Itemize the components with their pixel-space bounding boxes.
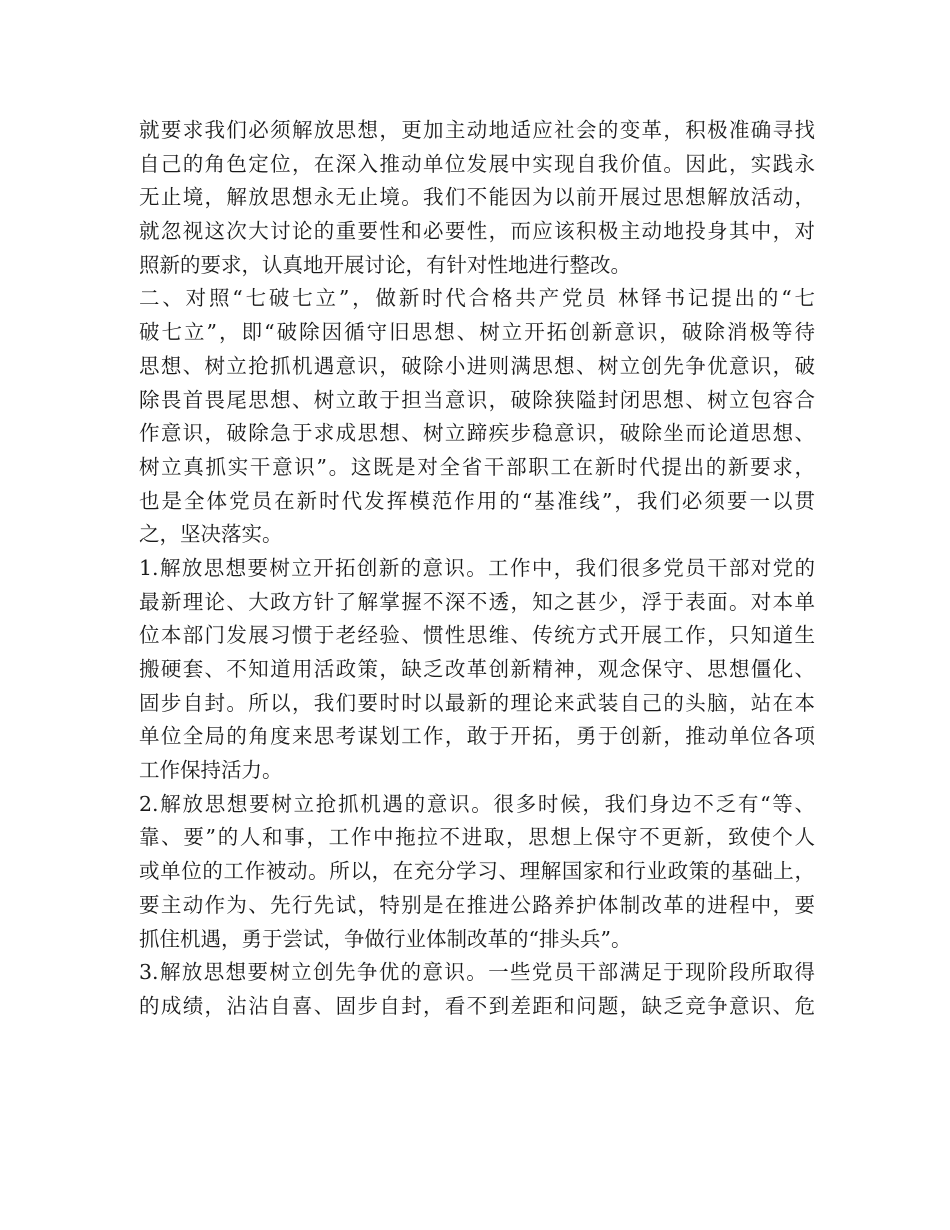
text-line: 就忽视这次大讨论的重要性和必要性，而应该积极主动地投身其中，对 — [139, 219, 815, 244]
text-line: 要主动作为、先行先试，特别是在推进公路养护体制改革的进程中，要 — [139, 892, 815, 917]
text-line: 的成绩，沾沾自喜、固步自封，看不到差距和问题，缺乏竞争意识、危 — [139, 993, 815, 1018]
text-line: 或单位的工作被动。所以，在充分学习、理解国家和行业政策的基础上， — [139, 859, 815, 884]
text-line: 位本部门发展习惯于老经验、惯性思维、传统方式开展工作，只知道生 — [139, 623, 815, 648]
text-line: 作意识，破除急于求成思想、树立蹄疾步稳意识，破除坐而论道思想、 — [139, 421, 815, 446]
text-line: 思想、树立抢抓机遇意识，破除小进则满思想、树立创先争优意识，破 — [139, 353, 815, 378]
text-line: 2.解放思想要树立抢抓机遇的意识。很多时候，我们身边不乏有“等、 — [139, 791, 815, 816]
text-line: 最新理论、大政方针了解掌握不深不透，知之甚少，浮于表面。对本单 — [139, 589, 815, 614]
text-line: 就要求我们必须解放思想，更加主动地适应社会的变革，积极准确寻找 — [139, 118, 815, 142]
text-line: 3.解放思想要树立创先争优的意识。一些党员干部满足于现阶段所取得 — [139, 960, 815, 985]
text-line: 单位全局的角度来思考谋划工作，敢于开拓，勇于创新，推动单位各项 — [139, 724, 815, 749]
text-line: 二、对照“七破七立”，做新时代合格共产党员 林铎书记提出的“七 — [139, 286, 815, 311]
text-line: 无止境，解放思想永无止境。我们不能因为以前开展过思想解放活动， — [139, 185, 815, 210]
text-line: 1.解放思想要树立开拓创新的意识。工作中，我们很多党员干部对党的 — [139, 555, 815, 580]
text-line: 工作保持活力。 — [139, 758, 283, 783]
text-line: 抓住机遇，勇于尝试，争做行业体制改革的“排头兵”。 — [139, 926, 632, 951]
text-line: 除畏首畏尾思想、树立敢于担当意识，破除狭隘封闭思想、树立包容合 — [139, 387, 815, 412]
text-line: 破七立”，即“破除因循守旧思想、树立开拓创新意识，破除消极等待 — [139, 320, 815, 345]
text-line: 靠、要”的人和事，工作中拖拉不进取，思想上保守不更新，致使个人 — [139, 825, 815, 850]
text-line: 也是全体党员在新时代发挥模范作用的“基准线”，我们必须要一以贯 — [139, 488, 815, 513]
text-line: 照新的要求，认真地开展讨论，有针对性地进行整改。 — [139, 252, 631, 277]
text-line: 搬硬套、不知道用活政策，缺乏改革创新精神，观念保守、思想僵化、 — [139, 657, 815, 681]
text-line: 自己的角色定位，在深入推动单位发展中实现自我价值。因此，实践永 — [139, 151, 815, 176]
text-line: 树立真抓实干意识”。这既是对全省干部职工在新时代提出的新要求， — [139, 454, 815, 479]
body-text — [139, 114, 815, 1024]
text-line: 之，坚决落实。 — [139, 522, 283, 547]
text-line: 固步自封。所以，我们要时时以最新的理论来武装自己的头脑，站在本 — [139, 690, 815, 715]
